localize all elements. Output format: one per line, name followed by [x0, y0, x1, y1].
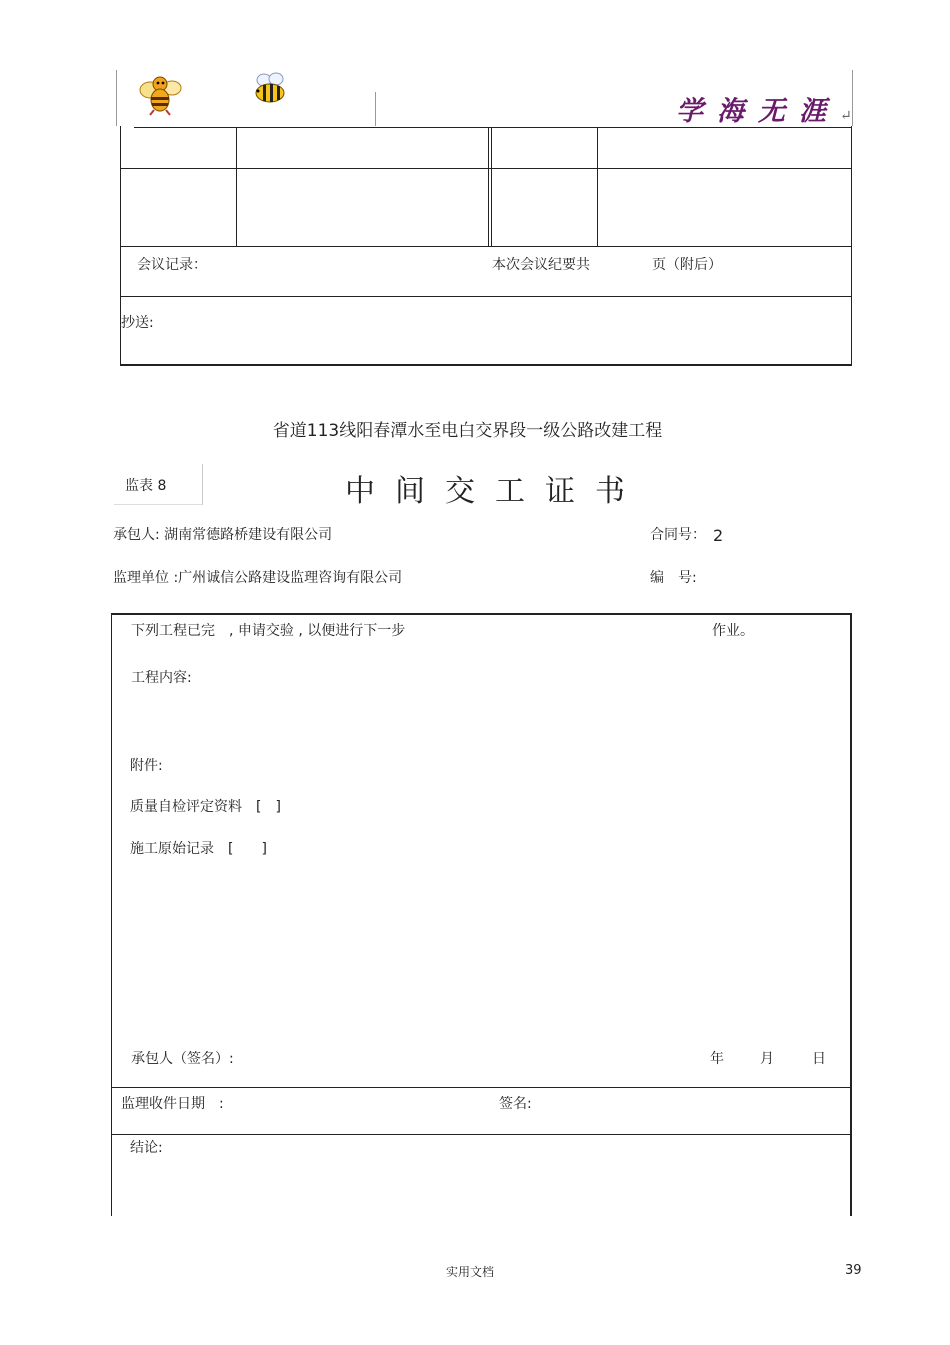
banner-left-border — [116, 70, 117, 126]
bee-mascot-icon — [136, 72, 186, 116]
conclusion-label: 结论: — [130, 1140, 163, 1156]
page-number: 39 — [845, 1263, 862, 1278]
top-table-bottom-border — [120, 364, 852, 366]
contract-no-value: 2 — [713, 526, 724, 545]
contract-no-label: 合同号： — [650, 527, 706, 543]
quality-doc-checkbox: 质量自检评定资料 [ ] — [130, 799, 281, 815]
receipt-date-label: 监理收件日期 : — [121, 1096, 224, 1112]
banner-divider — [375, 92, 376, 126]
form-top-border — [111, 613, 851, 615]
contractor-label: 承包人: 湖南常德路桥建设有限公司 — [113, 527, 333, 543]
form-title: 中间交工证书 — [345, 474, 645, 509]
bee-icon — [250, 72, 290, 106]
top-table-top-border — [134, 127, 852, 128]
grid-divider-1 — [236, 127, 237, 247]
sign-label: 签名: — [499, 1096, 532, 1112]
form-right-border — [850, 613, 852, 1216]
supervisor-label: 监理单位 :广州诚信公路建设监理咨询有限公司 — [113, 570, 403, 586]
grid-divider-3 — [597, 127, 598, 247]
project-title: 省道113线阳春潭水至电白交界段一级公路改建工程 — [272, 421, 663, 441]
form-divider-1 — [111, 1087, 851, 1088]
form-left-border — [111, 613, 112, 1216]
intro-text: 下列工程已完 , 申请交验 , 以便进行下一步 — [131, 623, 406, 639]
return-mark: ↵ — [840, 108, 852, 124]
grid-divider-2b — [491, 127, 492, 247]
contractor-sign-label: 承包人（签名）: — [131, 1051, 234, 1067]
serial-label: 编 号: — [650, 570, 697, 586]
grid-row-line-3 — [120, 296, 852, 297]
slogan-text: 学海无涯 — [676, 96, 840, 127]
grid-row-line-2 — [120, 246, 852, 247]
cc-label: 抄送: — [121, 315, 154, 331]
footer-doc-label: 实用文档 — [445, 1265, 494, 1279]
summary-label: 本次会议纪要共 — [492, 257, 590, 273]
work-content-label: 工程内容: — [131, 670, 192, 686]
construction-record-checkbox: 施工原始记录 [ ] — [130, 841, 267, 857]
intro-end-text: 作业。 — [712, 623, 754, 639]
form-divider-2 — [111, 1134, 851, 1135]
year-label: 年 — [710, 1051, 724, 1067]
attachments-label: 附件: — [130, 758, 163, 774]
form-code-box — [114, 464, 203, 505]
grid-row-line-1 — [120, 168, 852, 169]
form-code: 监表 8 — [125, 478, 167, 494]
pages-label: 页（附后） — [652, 257, 722, 273]
meeting-record-label: 会议记录： — [137, 257, 207, 273]
banner-right-border — [852, 70, 853, 126]
month-label: 月 — [760, 1051, 774, 1067]
day-label: 日 — [812, 1051, 826, 1067]
grid-divider-2a — [488, 127, 489, 247]
